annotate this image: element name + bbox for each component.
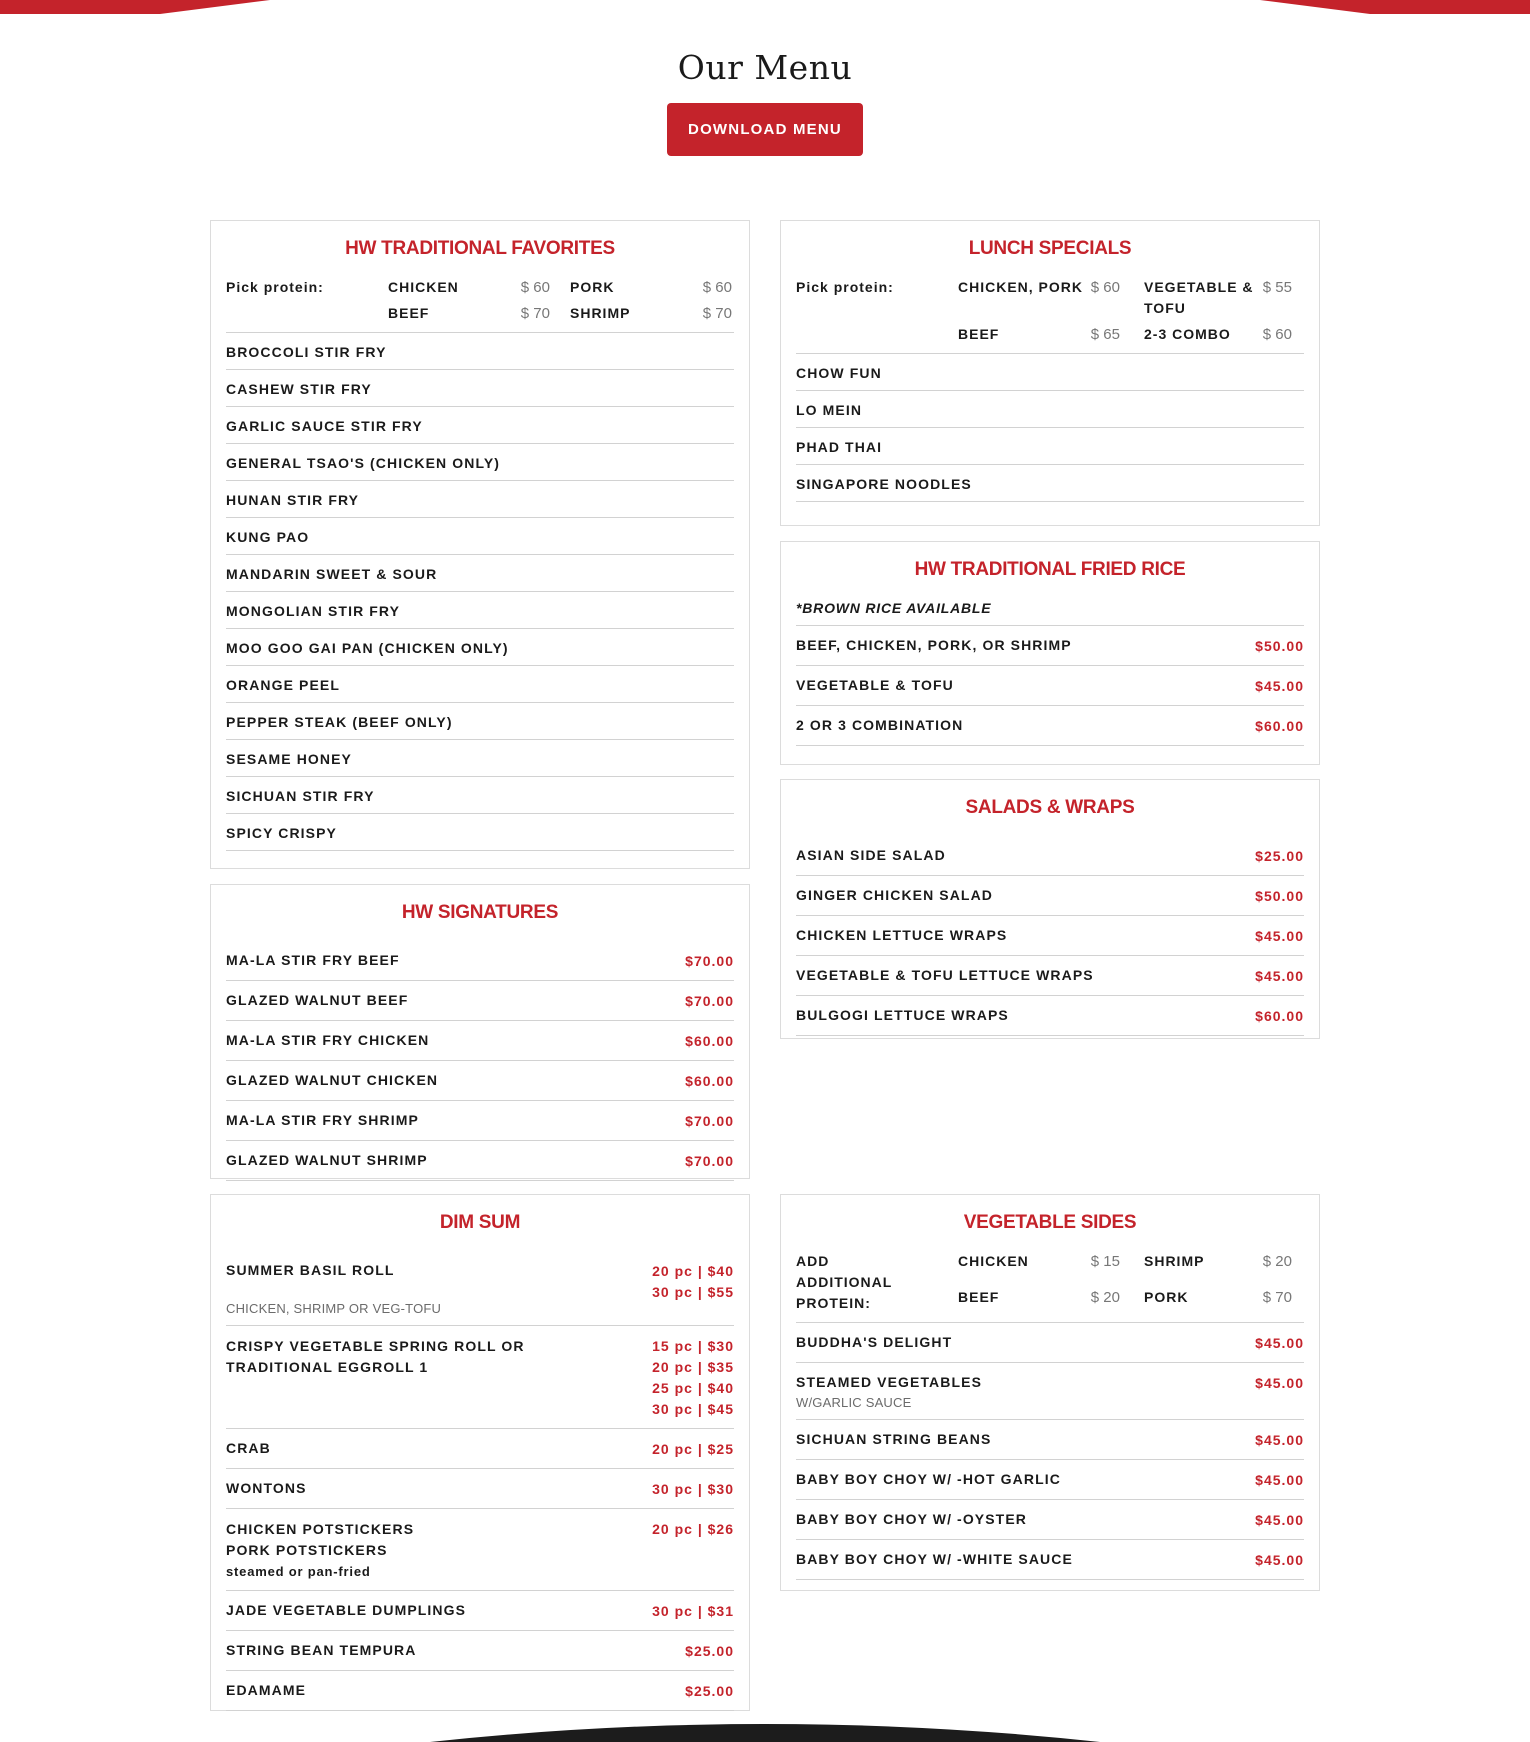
item-name: STEAMED VEGETABLES [796, 1374, 983, 1390]
item-name: SINGAPORE NOODLES [796, 476, 972, 492]
protein-price: $ 60 [520, 279, 550, 296]
item-price: $45.00 [1255, 1375, 1304, 1391]
item-name: BULGOGI LETTUCE WRAPS [796, 1007, 1009, 1023]
card-dim-sum [210, 1194, 750, 1711]
protein-picker [796, 277, 1304, 354]
menu-item [796, 706, 1304, 746]
menu-item [226, 1671, 734, 1711]
item-name: MONGOLIAN STIR FRY [226, 603, 401, 619]
menu-item [796, 428, 1304, 465]
item-name: ORANGE PEEL [226, 677, 341, 693]
item-price: $45.00 [1255, 1472, 1304, 1488]
item-name: CHOW FUN [796, 365, 882, 381]
item-name: MA-LA STIR FRY BEEF [226, 952, 400, 968]
menu-item [226, 518, 734, 555]
menu-item [226, 1061, 734, 1101]
item-price: 25 pc | $40 [652, 1380, 734, 1396]
item-price: $60.00 [1255, 1008, 1304, 1024]
menu-item [796, 996, 1304, 1036]
add-protein-picker [796, 1251, 1304, 1323]
item-name: VEGETABLE & TOFU [796, 677, 954, 693]
page-title: Our Menu [677, 48, 853, 87]
download-menu-button[interactable]: DOWNLOAD MENU [667, 103, 863, 156]
item-price: $25.00 [685, 1643, 734, 1659]
item-name: BABY BOY CHOY W/ -HOT GARLIC [796, 1471, 1061, 1487]
item-name: CRISPY VEGETABLE SPRING ROLL OR TRADITIONAL EGGROLL 1 [226, 1338, 525, 1375]
protein-price: $ 15 [1090, 1253, 1120, 1270]
item-name: PHAD THAI [796, 439, 883, 455]
menu-item [796, 465, 1304, 502]
menu-item [226, 814, 734, 851]
menu-item [226, 592, 734, 629]
protein-name: PORK [1144, 1288, 1189, 1305]
pick-protein-label: Pick protein: [226, 279, 324, 295]
card-vegetable-sides [780, 1194, 1320, 1591]
item-price: 30 pc | $55 [652, 1284, 734, 1300]
item-name: LO MEIN [796, 402, 863, 418]
item-price: $60.00 [685, 1033, 734, 1049]
protein-price: $ 20 [1262, 1253, 1292, 1270]
item-name: CRAB [226, 1440, 271, 1456]
item-name: SUMMER BASIL ROLL [226, 1262, 395, 1278]
item-price: $25.00 [685, 1683, 734, 1699]
menu-item [796, 1540, 1304, 1580]
menu-item [796, 956, 1304, 996]
item-price: 20 pc | $40 [652, 1263, 734, 1279]
item-name: PORK POTSTICKERS [226, 1542, 388, 1558]
item-price: $45.00 [1255, 1335, 1304, 1351]
item-name: HUNAN STIR FRY [226, 492, 360, 508]
protein-name: 2-3 COMBO [1144, 326, 1231, 342]
item-name: SICHUAN STIR FRY [226, 788, 375, 804]
item-name: GLAZED WALNUT SHRIMP [226, 1152, 428, 1168]
item-name: EDAMAME [226, 1682, 307, 1698]
item-price: $70.00 [685, 993, 734, 1009]
item-name: SICHUAN STRING BEANS [796, 1431, 992, 1447]
protein-price: $ 65 [1090, 326, 1120, 343]
item-name: MA-LA STIR FRY SHRIMP [226, 1112, 419, 1128]
item-name: 2 OR 3 COMBINATION [796, 717, 964, 733]
item-name: GINGER CHICKEN SALAD [796, 887, 994, 903]
item-price: 30 pc | $30 [652, 1481, 734, 1497]
menu-item [796, 1323, 1304, 1363]
menu-item [226, 1326, 734, 1429]
card-lunch-specials [780, 220, 1320, 526]
menu-item [226, 555, 734, 592]
item-name: BROCCOLI STIR FRY [226, 344, 387, 360]
item-name: STRING BEAN TEMPURA [226, 1642, 417, 1658]
item-name: GLAZED WALNUT BEEF [226, 992, 409, 1008]
item-price: 20 pc | $26 [652, 1521, 734, 1537]
item-price: $45.00 [1255, 928, 1304, 944]
menu-item [226, 444, 734, 481]
protein-price: $ 70 [702, 305, 732, 322]
add-protein-label: ADD ADDITIONAL PROTEIN: [796, 1253, 893, 1311]
item-note: steamed or pan-fried [226, 1564, 371, 1579]
card-signatures [210, 884, 750, 1179]
card-title: DIM SUM [439, 1212, 521, 1233]
protein-name: BEEF [958, 326, 1000, 342]
menu-item [796, 836, 1304, 876]
protein-name: SHRIMP [1144, 1253, 1205, 1269]
brown-rice-note: *BROWN RICE AVAILABLE [796, 598, 1304, 626]
menu-item [226, 941, 734, 981]
menu-item [226, 1509, 734, 1591]
card-fried-rice [780, 541, 1320, 765]
menu-item [226, 629, 734, 666]
item-name: GLAZED WALNUT CHICKEN [226, 1072, 439, 1088]
protein-name: SHRIMP [570, 305, 631, 321]
menu-item [226, 407, 734, 444]
card-traditional-favorites [210, 220, 750, 869]
item-name: CHICKEN POTSTICKERS [226, 1521, 415, 1537]
card-salads-wraps [780, 779, 1320, 1039]
protein-price: $ 60 [1262, 326, 1292, 343]
protein-price: $ 70 [520, 305, 550, 322]
protein-name: CHICKEN [388, 279, 459, 295]
item-price: $45.00 [1255, 678, 1304, 694]
protein-price: $ 55 [1262, 279, 1292, 296]
item-name: WONTONS [226, 1480, 307, 1496]
protein-price: $ 20 [1090, 1288, 1120, 1306]
protein-name: BEEF [958, 1288, 1000, 1305]
item-name: MOO GOO GAI PAN (CHICKEN ONLY) [226, 640, 509, 656]
card-title: HW TRADITIONAL FRIED RICE [914, 559, 1186, 580]
menu-item [796, 391, 1304, 428]
item-name: VEGETABLE & TOFU LETTUCE WRAPS [796, 967, 1094, 983]
item-name: PEPPER STEAK (BEEF ONLY) [226, 714, 453, 730]
item-price: $45.00 [1255, 1552, 1304, 1568]
item-name: BABY BOY CHOY W/ -OYSTER [796, 1511, 1027, 1527]
bottom-decorative-band [0, 1720, 1530, 1742]
item-name: SPICY CRISPY [226, 825, 337, 841]
item-price: 30 pc | $45 [652, 1401, 734, 1417]
menu-item [226, 1141, 734, 1181]
item-name: CASHEW STIR FRY [226, 381, 372, 397]
item-name: ASIAN SIDE SALAD [796, 847, 946, 863]
item-price: $70.00 [685, 1113, 734, 1129]
item-name: GENERAL TSAO'S (CHICKEN ONLY) [226, 455, 501, 471]
pick-protein-label: Pick protein: [796, 279, 894, 295]
item-name: JADE VEGETABLE DUMPLINGS [226, 1602, 467, 1618]
item-name: BABY BOY CHOY W/ -WHITE SAUCE [796, 1551, 1073, 1567]
protein-price: $ 70 [1262, 1288, 1292, 1306]
item-name: BUDDHA'S DELIGHT [796, 1334, 953, 1350]
item-price: $50.00 [1255, 638, 1304, 654]
menu-item [796, 1500, 1304, 1540]
menu-item [796, 626, 1304, 666]
menu-item [226, 1591, 734, 1631]
item-price: 20 pc | $25 [652, 1441, 734, 1457]
protein-name: CHICKEN, PORK [958, 279, 1084, 295]
item-name: KUNG PAO [226, 529, 310, 545]
protein-name: PORK [570, 279, 615, 295]
menu-item [226, 703, 734, 740]
item-price: $50.00 [1255, 888, 1304, 904]
item-price: $45.00 [1255, 1512, 1304, 1528]
card-title: HW TRADITIONAL FAVORITES [345, 238, 615, 259]
item-price: $25.00 [1255, 848, 1304, 864]
menu-item [796, 876, 1304, 916]
item-name: MA-LA STIR FRY CHICKEN [226, 1032, 430, 1048]
protein-name: BEEF [388, 305, 430, 321]
item-price: 30 pc | $31 [652, 1603, 734, 1619]
menu-item [226, 1021, 734, 1061]
menu-item [226, 1469, 734, 1509]
menu-item [226, 1429, 734, 1469]
item-price: $60.00 [1255, 718, 1304, 734]
menu-item [796, 666, 1304, 706]
item-description: W/GARLIC SAUCE [796, 1395, 912, 1410]
menu-item [796, 1363, 1304, 1420]
menu-item [226, 981, 734, 1021]
menu-item [226, 1251, 734, 1326]
menu-item [226, 481, 734, 518]
menu-item [226, 1101, 734, 1141]
protein-name: VEGETABLE & TOFU [1144, 279, 1254, 316]
menu-item [226, 777, 734, 814]
protein-picker [226, 277, 734, 333]
item-name: GARLIC SAUCE STIR FRY [226, 418, 423, 434]
item-name: SESAME HONEY [226, 751, 352, 767]
item-price: $60.00 [685, 1073, 734, 1089]
item-name: CHICKEN LETTUCE WRAPS [796, 927, 1008, 943]
protein-price: $ 60 [1090, 279, 1120, 296]
menu-item [226, 1631, 734, 1671]
item-price: 20 pc | $35 [652, 1359, 734, 1375]
item-price: $70.00 [685, 953, 734, 969]
menu-item [796, 1460, 1304, 1500]
protein-price: $ 60 [702, 279, 732, 296]
card-title: VEGETABLE SIDES [963, 1212, 1137, 1233]
protein-name: CHICKEN [958, 1253, 1029, 1269]
menu-item [226, 740, 734, 777]
item-description: CHICKEN, SHRIMP OR VEG-TOFU [226, 1301, 442, 1316]
item-name: MANDARIN SWEET & SOUR [226, 566, 438, 582]
item-price: 15 pc | $30 [652, 1338, 734, 1354]
card-title: LUNCH SPECIALS [968, 238, 1132, 259]
item-price: $70.00 [685, 1153, 734, 1169]
menu-item [226, 666, 734, 703]
card-title: HW SIGNATURES [401, 902, 559, 923]
menu-item [796, 916, 1304, 956]
item-price: $45.00 [1255, 1432, 1304, 1448]
item-price: $45.00 [1255, 968, 1304, 984]
item-name: BEEF, CHICKEN, PORK, OR SHRIMP [796, 637, 1072, 653]
menu-item [796, 1420, 1304, 1460]
menu-item [796, 354, 1304, 391]
card-title: SALADS & WRAPS [965, 797, 1135, 818]
menu-item [226, 333, 734, 370]
top-decorative-band [0, 0, 1530, 16]
menu-item [226, 370, 734, 407]
